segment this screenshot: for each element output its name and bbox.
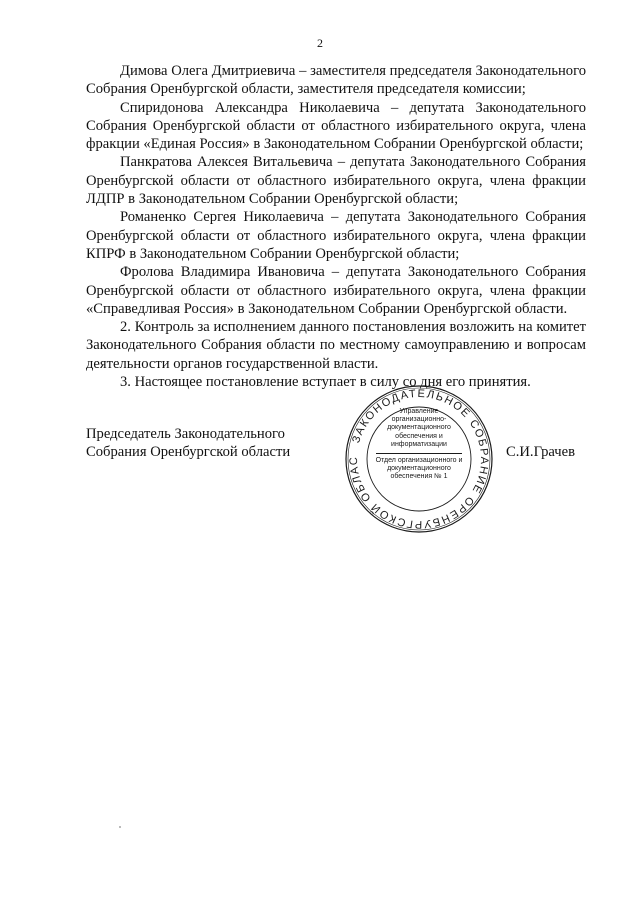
seal-divider bbox=[376, 453, 462, 454]
paragraph-effective-clause: 3. Настоящее постановление вступает в силу со дня его принятия. bbox=[120, 374, 531, 391]
seal-ring-text: ЗАКОНОДАТЕЛЬНОЕ СОБРАНИЕ ОРЕНБУРГСКОЙ ОБЛАС bbox=[347, 387, 491, 531]
seal-inner-top: Управление организационно-документационного обеспечения и информатизации bbox=[387, 408, 451, 448]
page-number: 2 bbox=[317, 36, 323, 50]
scan-artifact bbox=[119, 826, 121, 828]
signature-title-line-1: Председатель Законодательного bbox=[86, 426, 285, 442]
signer-name: С.И.Грачев bbox=[506, 444, 575, 460]
document-body bbox=[86, 62, 586, 391]
paragraph-pankratov: Панкратова Алексея Витальевича – депутата Законодательного Собрания Оренбургской области от областного избирательного округа, члена фракции ЛДПР в Законодательном Собрании Оренбургской области; bbox=[86, 154, 586, 208]
signature-title-line-2: Собрания Оренбургской области bbox=[86, 444, 291, 461]
paragraph-control-clause: 2. Контроль за исполнением данного постановления возложить на комитет Законодательного Собрания области по местному самоуправлению и вопросам деятельности органов государственной власти. bbox=[86, 319, 586, 372]
paragraph-spiridonov: Спиридонова Александра Николаевича – депутата Законодательного Собрания Оренбургской области от областного избирательного округа, члена фракции «Единая Россия» в Законодательном Собрании Оренбургской области; bbox=[86, 99, 586, 153]
seal-inner-text bbox=[372, 408, 466, 482]
paragraph-romanenko: Романенко Сергея Николаевича – депутата Законодательного Собрания Оренбургской области от областного избирательного округа, члена фракции КПРФ в Законодательном Собрании Оренбургской области; bbox=[86, 209, 586, 262]
paragraph-dimov: Димова Олега Дмитриевича – заместителя председателя Законодательного Собрания Оренбургской области, заместителя председателя комиссии; bbox=[86, 63, 586, 98]
paragraph-frolov: Фролова Владимира Ивановича – депутата Законодательного Собрания Оренбургской области от областного избирательного округа, члена фракции «Справедливая Россия» в Законодательном Собрании Оренбургской области. bbox=[86, 264, 586, 317]
signature-title bbox=[86, 425, 316, 462]
official-seal bbox=[344, 384, 494, 534]
seal-inner-bottom: Отдел организационного и документационного обеспечения № 1 bbox=[375, 457, 463, 481]
